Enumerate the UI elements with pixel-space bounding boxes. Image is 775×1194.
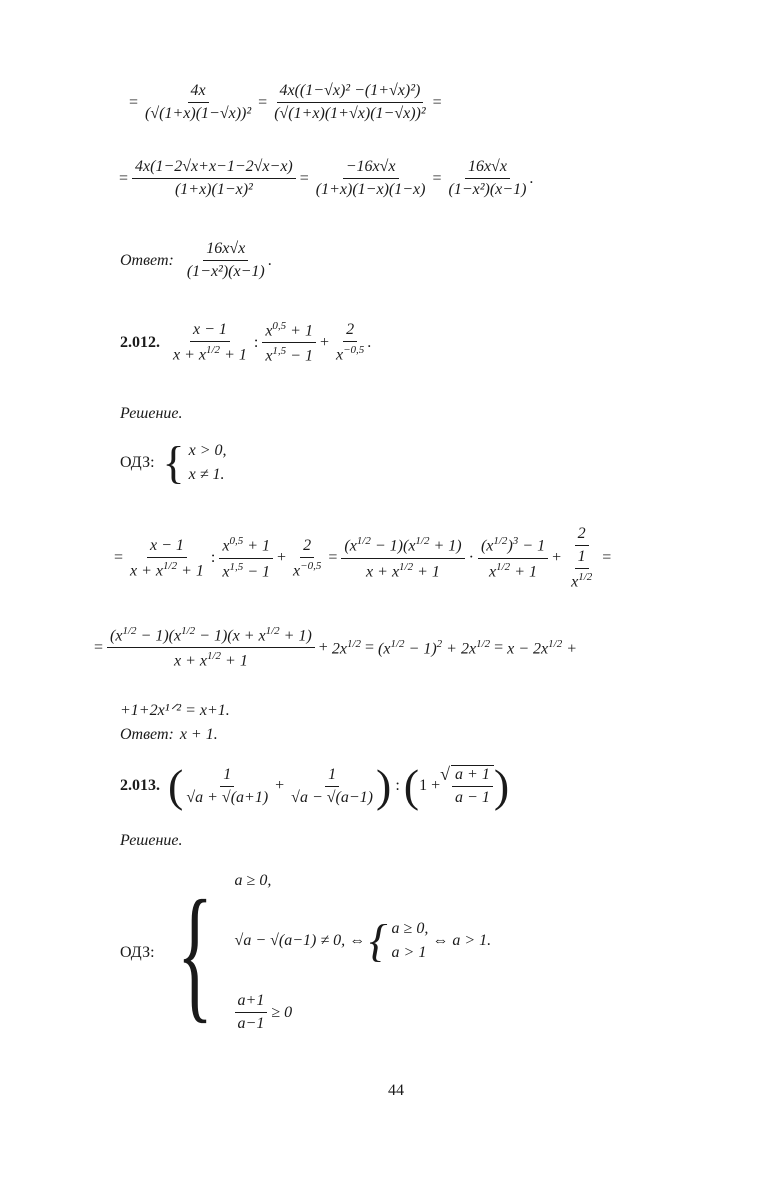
numerator: 4x(1−2√x+x−1−2√x−x) <box>132 158 296 179</box>
solution-label: Решение. <box>120 832 183 849</box>
fraction <box>142 82 254 123</box>
odz-2013: ОДЗ: { a ≥ 0, √a − √(a−1) ≠ 0, ⇔ { a ≥ 0, a > 1 ⇔ a > 1. $\frac{a+1}{a-1}$ ≥ 0 <box>120 872 495 1033</box>
problem-2012-line-2: = $\frac{(x^{1/2} - 1)(x^{1/2} - 1)(x + x^{1/2} + 1)}{x + x^{1/2} + 1}$ + $2x^{1/2}$ = $(x^{1/2} - 1)^2 + 2x^{1/2}$ = $x - 2x^{1/2}$ + <box>94 625 578 670</box>
inner-condition: a ≥ 0, <box>391 920 429 937</box>
solution-label: Решение. <box>120 405 183 422</box>
denominator: (1+x)(1−x)(1−x) <box>315 181 426 198</box>
problem-number: 2.013. <box>120 777 160 794</box>
odz-condition: √a − √(a−1) ≠ 0, <box>234 932 346 949</box>
odz-result: ⇔ a > 1. <box>432 932 492 949</box>
answer-value: x + 1. <box>179 726 218 743</box>
relation: ≥ 0 <box>271 1003 293 1021</box>
denominator: a−1 <box>237 1015 265 1032</box>
numerator: 4x((1−√x)² −(1+√x)²) <box>277 82 424 103</box>
fraction <box>445 158 529 199</box>
intro-equation-line-1: = $\frac{4x}{\text{(√(1+x)(1−√x))²}}$ = $\frac{\text{4x((1−√x)² −(1+√x)²)}}{\text{(√(1+x)(1+√x)(1−√x))²}}$ = <box>129 82 442 122</box>
denominator: (√(1+x)(1+√x)(1−√x))² <box>274 105 426 122</box>
numerator: 16x√x <box>465 158 510 179</box>
fraction <box>132 158 296 199</box>
numerator: a+1 <box>235 992 268 1013</box>
denominator: (1−x²)(x−1) <box>186 263 265 280</box>
odz-condition: x ≠ 1. <box>188 466 225 483</box>
answer-label: Ответ: <box>120 251 174 269</box>
problem-number: 2.012. <box>120 333 160 351</box>
inner-condition: a > 1 <box>391 944 427 961</box>
problem-2012-statement: 2.012. x − 1 $x + x^{1/2} + 1$ : $x^{0,5} + 1$ $x^{1,5} - 1$ + $\frac{2}{x^{-0,5}}$ . <box>120 320 372 365</box>
answer-label: Ответ: <box>120 726 174 743</box>
problem-2012-answer <box>120 726 218 744</box>
denominator: (√(1+x)(1−√x))² <box>145 105 252 122</box>
odz-2012: ОДЗ: { x > 0, x ≠ 1. <box>120 437 227 488</box>
fraction <box>313 158 429 199</box>
numerator: 4x <box>188 82 209 103</box>
numerator: −16x√x <box>343 158 399 179</box>
odz-label: ОДЗ: <box>120 943 155 961</box>
numerator: 16x√x <box>203 240 248 261</box>
odz-label: ОДЗ: <box>120 454 155 471</box>
denominator: (1−x²)(x−1) <box>448 181 527 198</box>
problem-2013-statement: 2.013. ( 1 √a + √(a+1) + $\frac{1}{√a - √(a-1)}$ ) : ( 1 + √ $\frac{a + 1}{a - 1}$ ) <box>120 760 510 811</box>
odz-condition: a ≥ 0, <box>234 872 272 889</box>
odz-condition: x > 0, <box>188 442 227 459</box>
problem-2012-line-1: = $\frac{x - 1}{x + x^{1/2} + 1}$ : $x^{0,5} + 1$ $x^{1,5} - 1$ + $\frac{2}{x^{-0,5}}$ = $\frac{(x^{1/2} - 1)(x^{1/2} + 1)}{x + x^{1/2} + 1}$ · $(x^{1/2})^3 - 1$ $x^{1/2} + 1$ + $\frac{2}{\frac{1}{x^{1/2}}}$ = <box>114 525 612 591</box>
problem-2012-line-3: +1+2x¹ᐟ² = x+1. <box>120 702 230 719</box>
answer-fraction <box>184 240 268 281</box>
fraction <box>271 82 428 123</box>
intro-answer: Ответ: $\frac{16x√x}{\text{(1−x²)(x−1)}}$ . <box>120 240 272 280</box>
denominator: (1+x)(1−x)² <box>174 181 253 198</box>
intro-equation-line-2: = $\frac{4x(1-2√x+x-1-2√x-x)}{\text{(1+x)(1−x)²}}$ = $\frac{-16x√x}{(1+x)(1-x)(1-x)}$ = $\frac{16x√x}{\text{(1−x²)(x−1)}}$ . <box>119 158 534 198</box>
page-number: 44 <box>388 1082 404 1099</box>
